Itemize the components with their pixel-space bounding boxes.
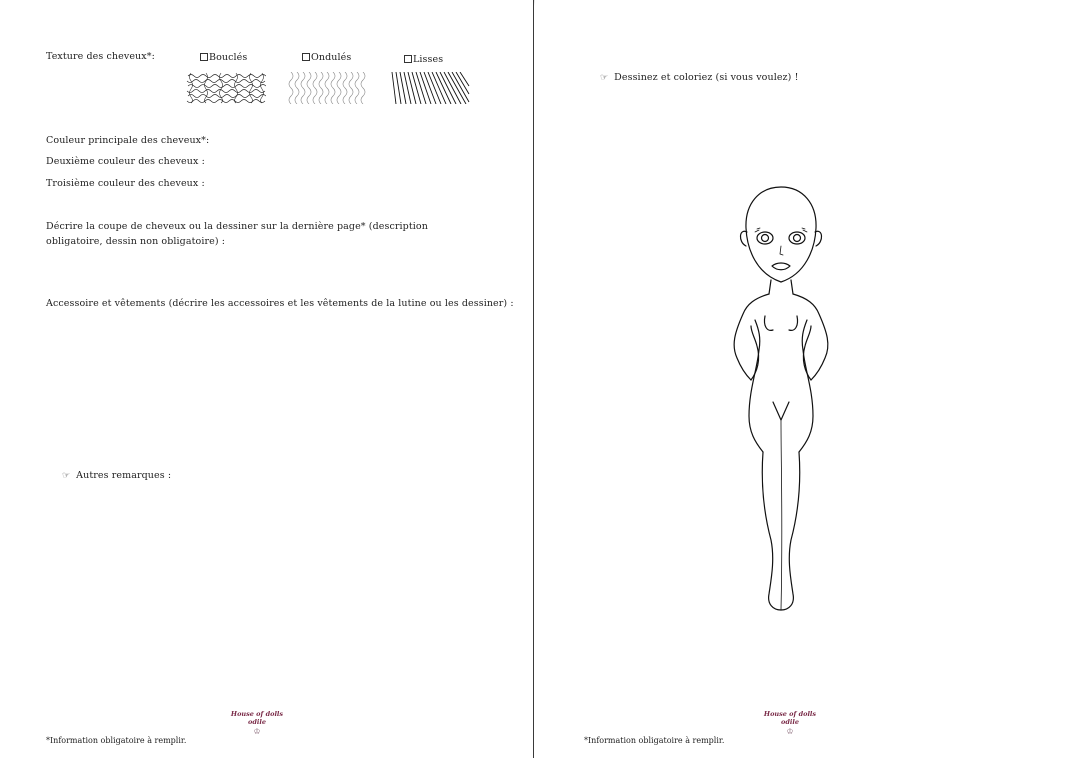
page-right (535, 0, 1066, 758)
logo-text: House of dolls odile (230, 710, 284, 726)
checkbox-icon[interactable] (302, 53, 310, 61)
logo (222, 710, 292, 736)
option-lisses-label: Lisses (413, 54, 444, 65)
other-remarks (62, 470, 171, 481)
wavy-texture-swatch (288, 72, 368, 104)
option-boucles-label: Bouclés (209, 52, 248, 63)
hair-color-main: Couleur principale des cheveux*: (46, 135, 210, 146)
page-divider (533, 0, 534, 758)
hair-color-second: Deuxième couleur des cheveux : (46, 156, 205, 167)
logo-doll-icon: ♔ (786, 727, 794, 736)
hair-color-third: Troisième couleur des cheveux : (46, 178, 205, 189)
checkbox-icon[interactable] (404, 55, 412, 63)
curly-texture-swatch (186, 72, 266, 104)
draw-instruction-label: Dessinez et coloriez (si vous voulez) ! (614, 72, 799, 83)
option-boucles[interactable] (200, 52, 247, 63)
haircut-description: Décrire la coupe de cheveux ou la dessiner sur la dernière page* (description obligatoire, dessin non obligatoire) : (46, 221, 428, 247)
footnote: *Information obligatoire à remplir. (46, 736, 187, 745)
checkbox-icon[interactable] (200, 53, 208, 61)
option-ondules-label: Ondulés (311, 52, 352, 63)
head-outline (746, 187, 816, 282)
pointing-hand-icon: ☞ (600, 73, 609, 83)
logo-doll-icon: ♔ (253, 727, 261, 736)
hair-texture-label: Texture des cheveux*: (46, 51, 155, 62)
accessories-label: Accessoire et vêtements (décrire les accessoires et les vêtements de la lutine ou les dessiner) : (46, 298, 514, 309)
draw-instruction (600, 72, 799, 83)
body-figure-template[interactable] (711, 180, 851, 620)
logo (755, 710, 825, 736)
logo-text: House of dolls odile (763, 710, 817, 726)
footnote: *Information obligatoire à remplir. (584, 736, 725, 745)
option-lisses[interactable] (404, 54, 443, 65)
option-ondules[interactable] (302, 52, 351, 63)
straight-texture-swatch (390, 72, 470, 104)
other-remarks-label: Autres remarques : (76, 470, 172, 481)
pointing-hand-icon: ☞ (62, 471, 71, 481)
